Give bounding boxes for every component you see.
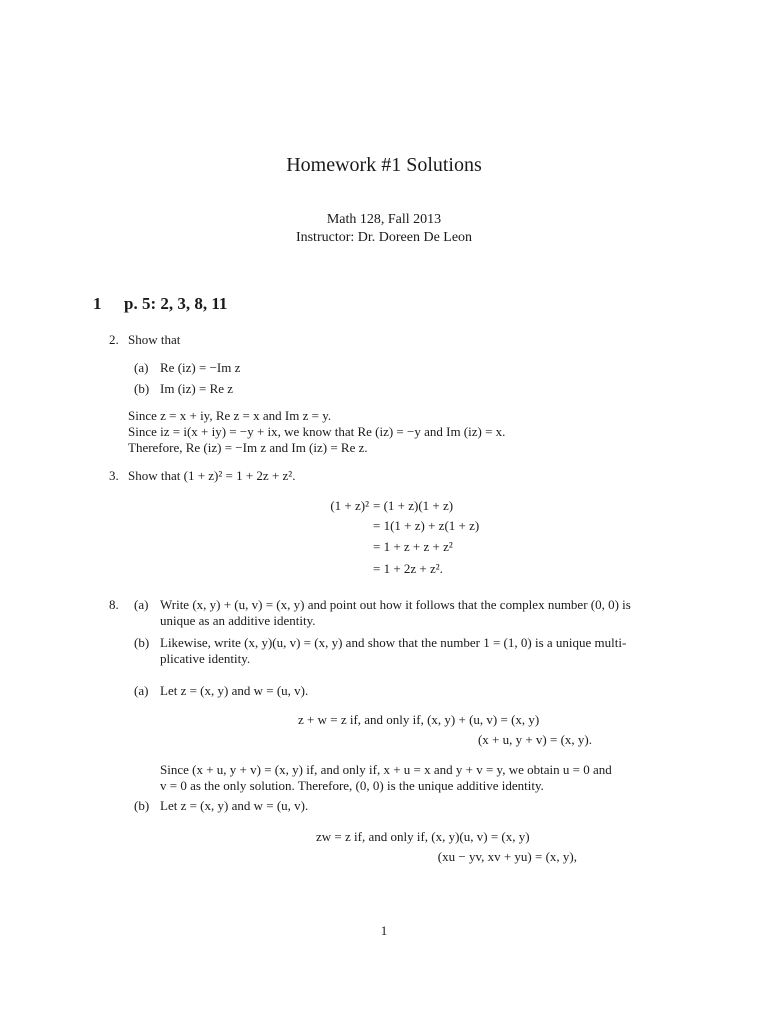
problem-3-step-2: = 1(1 + z) + z(1 + z) <box>373 518 480 533</box>
problem-2-prompt: Show that <box>128 332 181 347</box>
solution-8-b-equation-2: (xu − yv, xv + yu) = (x, y), <box>437 849 577 864</box>
instructor-line: Instructor: Dr. Doreen De Leon <box>295 230 473 245</box>
problem-8-a-line-2: unique as an additive identity. <box>160 613 316 628</box>
problem-8-b-label: (b) <box>134 635 150 650</box>
solution-8-a-intro: Let z = (x, y) and w = (u, v). <box>160 683 309 698</box>
problem-2-b: Im (iz) = Re z <box>160 381 234 396</box>
problem-8-a-line-1: Write (x, y) + (u, v) = (x, y) and point out how it follows that the complex number (0, 0) is <box>160 597 631 612</box>
problem-2-solution-line-1: Since z = x + iy, Re z = x and Im z = y. <box>128 408 332 423</box>
problem-3-prompt: Show that (1 + z)² = 1 + 2z + z². <box>128 468 296 483</box>
problem-8-b-line-1: Likewise, write (x, y)(u, v) = (x, y) and show that the number 1 = (1, 0) is a unique multi- <box>160 635 627 650</box>
page-title: Homework #1 Solutions <box>286 154 482 176</box>
problem-2-label: 2. <box>109 332 119 347</box>
solution-8-a-equation-2: (x + u, y + v) = (x, y). <box>477 732 592 747</box>
problem-8-b-line-2: plicative identity. <box>160 651 251 666</box>
problem-3-step-4: = 1 + 2z + z². <box>373 561 443 576</box>
solution-8-b-label: (b) <box>134 798 150 813</box>
problem-2-b-label: (b) <box>134 381 150 396</box>
problem-2-a: Re (iz) = −Im z <box>160 360 241 375</box>
problem-3-step-3: = 1 + z + z + z² <box>373 539 453 554</box>
page-number: 1 <box>380 923 388 938</box>
section-number: 1 <box>93 294 102 313</box>
course-line: Math 128, Fall 2013 <box>326 212 442 227</box>
section-heading: p. 5: 2, 3, 8, 11 <box>124 294 228 313</box>
problem-3-step-1: = (1 + z)(1 + z) <box>373 498 454 513</box>
solution-8-a-label: (a) <box>134 683 149 698</box>
problem-2-a-label: (a) <box>134 360 149 375</box>
problem-3-lhs: (1 + z)² <box>330 498 369 513</box>
solution-8-b-equation-1: zw = z if, and only if, (x, y)(u, v) = (x, y) <box>316 829 530 844</box>
solution-8-a-line-1: Since (x + u, y + v) = (x, y) if, and only if, x + u = x and y + v = y, we obtain u = 0 and <box>160 762 612 777</box>
solution-8-a-equation-1: z + w = z if, and only if, (x, y) + (u, v) = (x, y) <box>298 712 540 727</box>
problem-2-solution-line-3: Therefore, Re (iz) = −Im z and Im (iz) = Re z. <box>128 440 368 455</box>
problem-3-label: 3. <box>109 468 119 483</box>
solution-8-b-intro: Let z = (x, y) and w = (u, v). <box>160 798 309 813</box>
solution-8-a-line-2: v = 0 as the only solution. Therefore, (0, 0) is the unique additive identity. <box>160 778 544 793</box>
problem-8-label: 8. <box>109 597 119 612</box>
problem-8-a-label: (a) <box>134 597 149 612</box>
problem-2-solution-line-2: Since iz = i(x + iy) = −y + ix, we know that Re (iz) = −y and Im (iz) = x. <box>128 424 506 439</box>
